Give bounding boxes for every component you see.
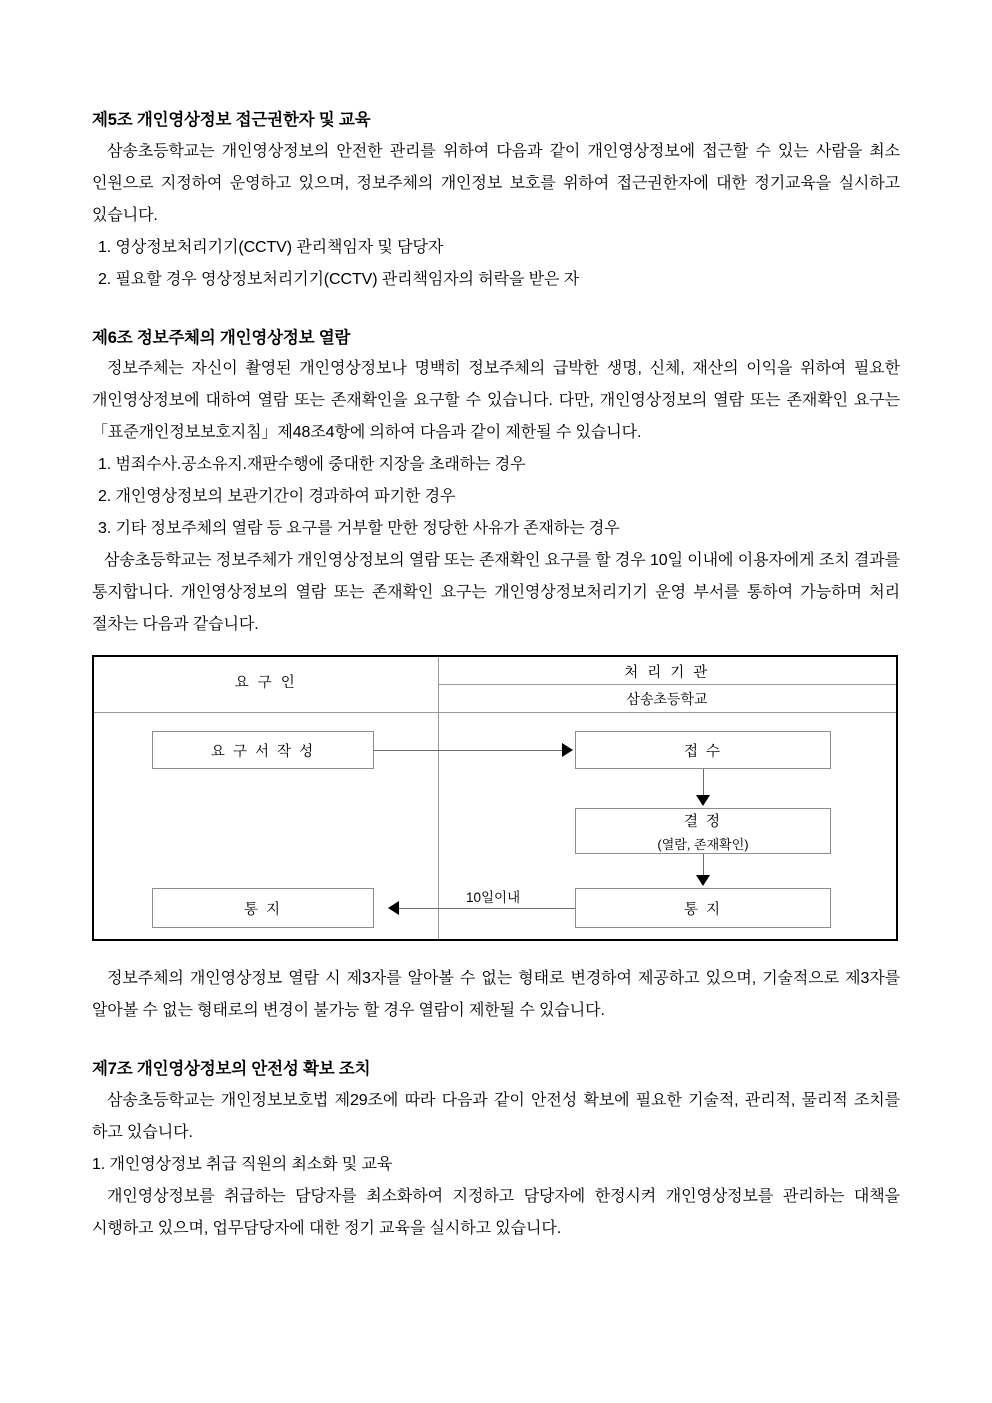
- article-7-item-1-body: 개인영상정보를 취급하는 담당자를 최소화하여 지정하고 담당자에 한정시켜 개인영상정보를 관리하는 대책을 시행하고 있으며, 업무담당자에 대한 정기 교육을 실시하고 있습니다.: [92, 1187, 900, 1237]
- flow-node-notice-agency: [575, 888, 831, 928]
- flow-edge-receipt-to-decision-arrow-icon: [696, 795, 710, 806]
- flow-node-decision-sublabel: (열람, 존재확인): [657, 836, 749, 852]
- flow-node-receipt: [575, 731, 831, 769]
- flowchart-col-header-agency: 처 리 기 관: [624, 665, 710, 682]
- article-5-heading: 제5조 개인영상정보 접근권한자 및 교육: [92, 111, 371, 129]
- article-6: [92, 326, 900, 1028]
- flowchart-inner: [94, 657, 896, 939]
- flow-edge-decision-to-notice-arrow-icon: [696, 875, 710, 886]
- flow-edge-label-10-days: 10일이내: [466, 890, 521, 906]
- after-chart-spacer: [92, 941, 900, 963]
- article-5-paragraph-1: 삼송초등학교는 개인영상정보의 안전한 관리를 위하여 다음과 같이 개인영상정보에 접근할 수 있는 사람을 최소 인원으로 지정하여 운영하고 있으며, 정보주체의 개인정보 보호를 위하여 접근권한자에 대한 정기교육을 실시하고 있습니다.: [92, 142, 900, 224]
- article-6-item-1: 1. 범죄수사.공소유지.재판수행에 중대한 지장을 초래하는 경우: [98, 456, 526, 474]
- flowchart-header-rule: [94, 712, 896, 713]
- flowchart-col-subheader-school: 삼송초등학교: [626, 691, 708, 708]
- flow-node-notice-requester-label: 통 지: [243, 901, 283, 918]
- flow-node-notice-requester: [152, 888, 374, 928]
- flow-edge-decision-to-notice-line: [703, 854, 704, 877]
- flow-edge-notice-to-notice-line: [399, 908, 575, 909]
- article-5-item-1: 1. 영상정보처리기기(CCTV) 관리책임자 및 담당자: [98, 238, 444, 256]
- article-6-heading: 제6조 정보주체의 개인영상정보 열람: [92, 328, 351, 347]
- flow-edge-notice-to-notice-arrow-icon: [388, 901, 399, 915]
- article-7: [92, 1057, 900, 1245]
- section-spacer: [92, 296, 900, 326]
- article-7-heading: 제7조 개인영상정보의 안전성 확보 조치: [92, 1060, 371, 1079]
- article-7-paragraph-1: 삼송초등학교는 개인정보보호법 제29조에 따라 다음과 같이 안전성 확보에 필요한 기술적, 관리적, 물리적 조치를 하고 있습니다.: [92, 1091, 900, 1141]
- article-6-post-paragraph: 삼송초등학교는 정보주체가 개인영상정보의 열람 또는 존재확인 요구를 할 경우 10일 이내에 이용자에게 조치 결과를 통지합니다. 개인영상정보의 열람 또는 존재확인 요구는 개인영상정보처리기기 운영 부서를 통하여 가능하며 처리 절차는 다음과 같습니다.: [92, 552, 900, 634]
- section-spacer-2: [92, 1027, 900, 1057]
- article-6-paragraph-1: 정보주체는 자신이 촬영된 개인영상정보나 명백히 정보주체의 급박한 생명, 신체, 재산의 이익을 위하여 필요한 개인영상정보에 대하여 열람 또는 존재확인을 요구할 수 있습니다. 다만, 개인영상정보의 열람 또는 존재확인 요구는「표준개인정보보호지침」제48조4항에 의하여 다음과 같이 제한될 수 있습니다.: [92, 360, 900, 442]
- flowchart-right-header-rule: [438, 684, 896, 685]
- flow-node-notice-agency-label: 통 지: [683, 901, 723, 918]
- article-6-item-2: 2. 개인영상정보의 보관기간이 경과하여 파기한 경우: [98, 488, 456, 506]
- article-7-item-1: 1. 개인영상정보 취급 직원의 최소화 및 교육: [92, 1155, 393, 1173]
- flow-node-request-form-label: 요 구 서 작 성: [210, 743, 316, 760]
- document-content: [92, 108, 900, 1245]
- flow-edge-request-to-receipt-arrow-icon: [562, 743, 573, 757]
- access-request-flowchart: [92, 655, 898, 941]
- flow-node-request-form: [152, 731, 374, 769]
- flow-node-decision-label: 결 정: [683, 813, 723, 830]
- flow-node-decision: [575, 808, 831, 854]
- article-5: [92, 108, 900, 296]
- flow-edge-request-to-receipt-line: [374, 750, 562, 751]
- article-6-item-3: 3. 기타 정보주체의 열람 등 요구를 거부할 만한 정당한 사유가 존재하는 경우: [98, 520, 620, 538]
- flow-edge-receipt-to-decision-line: [703, 769, 704, 797]
- article-5-item-2: 2. 필요할 경우 영상정보처리기기(CCTV) 관리책임자의 허락을 받은 자: [98, 270, 580, 288]
- flow-node-receipt-label: 접 수: [683, 743, 723, 760]
- flowchart-col-header-requester: 요 구 인: [234, 675, 298, 692]
- article-6-after-chart-paragraph: 정보주체의 개인영상정보 열람 시 제3자를 알아볼 수 없는 형태로 변경하여 제공하고 있으며, 기술적으로 제3자를 알아볼 수 없는 형태로의 변경이 불가능 할 경우 열람이 제한될 수 있습니다.: [92, 970, 900, 1020]
